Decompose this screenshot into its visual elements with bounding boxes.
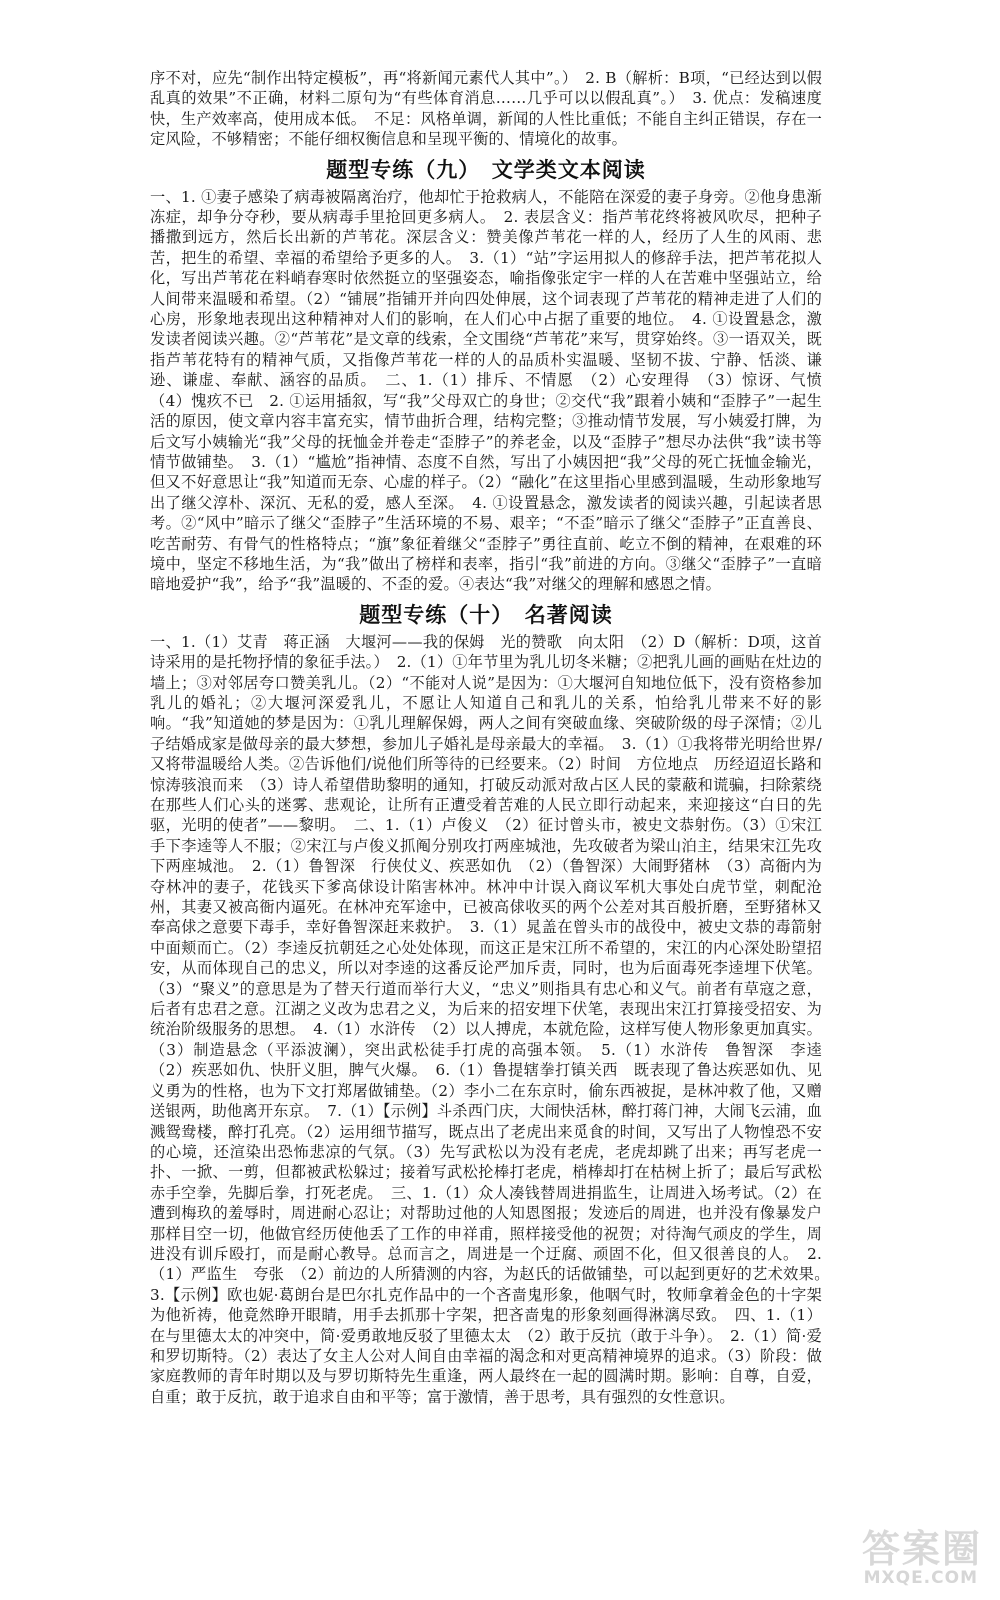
watermark-main-text: 答案圈 [861,1527,982,1571]
section-10-body: 一、1.（1）艾青 蒋正涵 大堰河——我的保姆 光的赞歌 向太阳 （2）D（解析：D项，这首诗采用的是托物抒情的象征手法。） 2.（1）①年节里为乳儿切冬米糖；②把乳儿画的画贴在灶边的墙上；③对邻居夸口赞美乳儿。（2）“不能对人说”是因为：①大堰河自知地位低下，没有资格参加乳儿的婚礼；②大堰河深爱乳儿，不愿让人知道自己和乳儿的关系，怕给乳儿带来不好的影响。“我”知道她的梦是因为：①乳儿理解保姆，两人之间有突破血缘、突破阶级的母子深情；②儿子结婚成家是做母亲的最大梦想，参加儿子婚礼是母亲最大的幸福。 3.（1）①我将带光明给世界/又将带温暖给人类。②告诉他们/说他们所等待的已经要来。（2）时间 方位地点 历经迢迢长路和惊涛骇浪而来 （3）诗人希望借助黎明的通知，打破反动派对敌占区人民的蒙蔽和谎骗，扫除萦绕在那些人们心头的迷雾、悲观论，让所有正遭受着苦难的人民立即行动起来，来迎接这“白日的先驱，光明的使者”——黎明。 二、1.（1）卢俊义 （2）征讨曾头市，被史文恭射伤。（3）①宋江手下李逵等人不服；②宋江与卢俊义抓阄分别攻打两座城池，先攻破者为梁山泊主，结果宋江先攻下两座城池。 2.（1）鲁智深 行侠仗义、疾恶如仇 （2）（鲁智深）大闹野猪林 （3）高衙内为夺林冲的妻子，花钱买下爹高俅设计陷害林冲。林冲中计误入商议军机大事处白虎节堂，刺配沧州，其妻又被高衙内逼死。在林冲充军途中，已被高俅收买的两个公差对其百般折磨，至野猪林又奉高俅之意要下毒手，幸好鲁智深赶来救护。 3.（1）晁盖在曾头市的战役中，被史文恭的毒箭射中面颊而亡。（2）李逵反抗朝廷之心处处体现，而这正是宋江所不希望的，宋江的内心深处盼望招安，从而体现自己的忠义，所以对李逵的这番反论严加斥责，同时，也为后面毒死李逵埋下伏笔。（3）“聚义”的意思是为了替天行道而举行大义，“忠义”则指具有忠心和义气。前者有草寇之意，后者有忠君之意。江湖之义改为忠君之义，为后来的招安埋下伏笔，表现出宋江打算接受招安、为统治阶级服务的思想。 4.（1）水浒传 （2）以人搏虎，本就危险，这样写使人物形象更加真实。（3）制造悬念（平添波澜），突出武松徒手打虎的高强本领。 5.（1）水浒传 鲁智深 李逵 （2）疾恶如仇、快肝义胆，脾气火爆。 6.（1）鲁提辖拳打镇关西 既表现了鲁达疾恶如仇、见义勇为的性格，也为下文打郑屠做铺垫。（2）李小二在东京时，偷东西被捉，是林冲救了他，又赠送银两，助他离开东京。 7.（1）【示例】斗杀西门庆，大闹快活林，醉打蒋门神，大闹飞云浦，血溅鸳鸯楼，醉打孔亮。（2）运用细节描写，既点出了老虎出来觅食的时间，又写出了人物惶恐不安的心境，还渲染出恐怖悲凉的气氛。（3）先写武松以为没有老虎，老虎却跳了出来；再写老虎一扑、一掀、一剪，但都被武松躲过；接着写武松抡棒打老虎，梢棒却打在枯树上折了；最后写武松赤手空拳，先脚后拳，打死老虎。 三、1.（1）众人凑钱替周进捐监生，让周进入场考试。（2）在遭到梅玖的羞辱时，周进耐心忍让；对帮助过他的人知恩图报；发迹后的周进，也并没有像暴发户那样目空一切，他做官经历使他丢了工作的申祥甫，照样接受他的祝贺；对待淘气顽皮的学生，周进没有训斥殴打，而是耐心教导。总而言之，周进是一个迂腐、顽固不化，但又很善良的人。 2.（1）严监生 夸张 （2）前边的人所猜测的内容，为赵氏的话做铺垫，可以起到更好的艺术效果。 3.【示例】欧也妮·葛朗台是巴尔扎克作品中的一个吝啬鬼形象，他咽气时，牧师拿着金色的十字架为他祈祷，他竟然睁开眼睛，用手去抓那十字架，把吝啬鬼的形象刻画得淋漓尽致。 四、1.（1）在与里德太太的冲突中，简·爱勇敢地反驳了里德太太 （2）敢于反抗（敢于斗争）。 2.（1）简·爱和罗切斯特。（2）表达了女主人公对人间自由幸福的渴念和对更高精神境界的追求。（3）阶段：做家庭教师的青年时期以及与罗切斯特先生重逢，两人最终在一起的圆满时期。影响：自尊，自爱，自重；敢于反抗，敢于追求自由和平等；富于激情，善于思考，具有强烈的女性意识。 [150,632,838,1406]
section-10-title: 题型专练（十） 名著阅读 [359,602,613,627]
answer-page [150,68,838,1407]
watermark-logo [812,1518,982,1588]
section-9-body: 一、1. ①妻子感染了病毒被隔离治疗，他却忙于抢救病人，不能陪在深爱的妻子身旁。②他身患渐冻症，却争分夺秒，要从病毒手里抢回更多病人。 2. 表层含义：指芦苇花终将被风吹尽，把种子播撒到远方，然后长出新的芦苇花。深层含义：赞美像芦苇花一样的人，经历了人生的风雨、悲苦，把生的希望、幸福的希望给予更多的人。 3.（1）“站”字运用拟人的修辞手法，把芦苇花拟人化，写出芦苇花在料峭春寒时依然挺立的坚强姿态，喻指像张定宇一样的人在苦难中坚强站立，给人间带来温暖和希望。（2）“铺展”指铺开并向四处伸展，这个词表现了芦苇花的精神走进了人们的心房，形象地表现出这种精神对人们的影响，在人们心中占据了重要的地位。 4. ①设置悬念，激发读者阅读兴趣。②“芦苇花”是文章的线索，全文围绕“芦苇花”来写，贯穿始终。③一语双关，既指芦苇花特有的精神气质，又指像芦苇花一样的人的品质朴实温暖、坚韧不拔、宁静、恬淡、谦逊、谦虚、奉献、涵容的品质。 二、1.（1）排斥、不情愿 （2）心安理得 （3）惊讶、气愤 （4）愧疚不已 2. ①运用插叙，写“我”父母双亡的身世；②交代“我”跟着小姨和“歪脖子”一起生活的原因，使文章内容丰富充实，情节曲折合理，结构完整；③推动情节发展，写小姨爱打牌，为后文写小姨输光“我”父母的抚恤金并卷走“歪脖子”的养老金，以及“歪脖子”想尽办法供“我”读书等情节做铺垫。 3.（1）“尴尬”指神情、态度不自然，写出了小姨因把“我”父母的死亡抚恤金输光，但又不好意思让“我”知道而无奈、心虚的样子。（2）“融化”在这里指心里感到温暖，生动形象地写出了继父淳朴、深沉、无私的爱，感人至深。 4. ①设置悬念，激发读者的阅读兴趣，引起读者思考。②“风中”暗示了继父“歪脖子”生活环境的不易、艰辛；“不歪”暗示了继父“歪脖子”正直善良、吃苦耐劳、有骨气的性格特点；“旗”象征着继父“歪脖子”勇往直前、屹立不倒的精神，在艰难的环境中，坚定不移地生活，为“我”做出了榜样和表率，指引“我”前进的方向。③继父“歪脖子”一直暗暗地爱护“我”，给予“我”温暖的、不歪的爱。④表达“我”对继父的理解和感恩之情。 [150,187,838,594]
section-9-title: 题型专练（九） 文学类文本阅读 [326,157,646,182]
intro-paragraph: 序不对，应先“制作出特定模板”，再“将新闻元素代人其中”。） 2. B（解析：B项，“已经达到以假乱真的效果”不正确，材料二原句为“有些体育消息……几乎可以以假乱真”。） 3. 优点：发稿速度快，生产效率高，使用成本低。 不足：风格单调，新闻的人性比重低；不能自主纠正错误，存在一定风险，不够精密；不能仔细权衡信息和呈现平衡的、情境化的故事。 [150,69,822,149]
watermark-site-text: MXQE.COM [863,1568,978,1588]
